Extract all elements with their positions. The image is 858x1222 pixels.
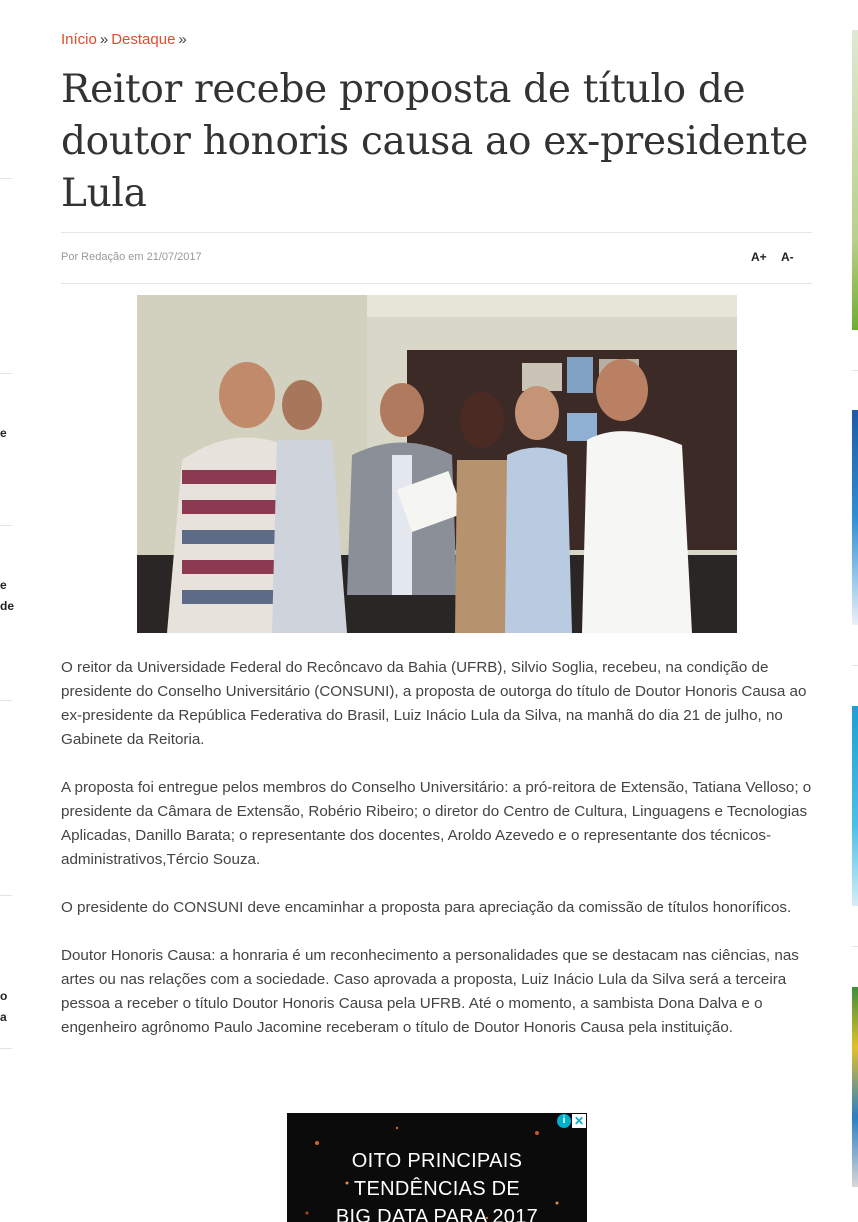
breadcrumb-home-link[interactable]: Início — [61, 31, 97, 48]
sidebar-thumbnail[interactable] — [852, 30, 858, 330]
article-paragraph: Doutor Honoris Causa: a honraria é um reconhecimento a personalidades que se destacam nas ciências, nas artes ou nas relações com a sociedade. Caso aprovada a proposta, Luiz Inácio Lula da Silva será a terceira pessoa a receber o título Doutor Honoris Causa pela UFRB. Até o momento, a sambista Dona Dalva e o engenheiro agrônomo Paulo Jacomine receberam o título de Doutor Honoris Causa pela instituição. — [61, 947, 799, 1036]
ad-headline-line: TENDÊNCIAS DE — [353, 1178, 521, 1200]
font-decrease-button[interactable]: A- — [781, 250, 794, 264]
right-sidebar — [852, 0, 858, 1222]
breadcrumb-separator: » — [99, 31, 109, 48]
ad-close-icon[interactable]: ✕ — [573, 1114, 585, 1128]
sidebar-divider — [0, 373, 12, 374]
sidebar-thumbnail[interactable] — [852, 987, 858, 1187]
article-body — [61, 656, 812, 1064]
article-paragraph: A proposta foi entregue pelos membros do Conselho Universitário: a pró-reitora de Extensão, Tatiana Velloso; o presidente da Câmara de Extensão, Robério Ribeiro; o diretor do Centro de Cultura, Linguagens e Tecnologias Aplicadas, Danillo Barata; o representante dos docentes, Aroldo Azevedo e o representante dos técnicos-administrativos,Tércio Souza. — [61, 779, 812, 868]
sidebar-divider — [0, 1048, 12, 1049]
article-title: Reitor recebe proposta de título de doutor honoris causa ao ex-presidente Lula — [61, 67, 809, 216]
breadcrumb — [61, 28, 812, 52]
article-photo — [137, 295, 737, 633]
sidebar-divider — [0, 895, 12, 896]
sidebar-divider — [0, 178, 12, 179]
sidebar-divider — [852, 665, 858, 666]
sidebar-divider — [852, 946, 858, 947]
advertisement[interactable] — [287, 1113, 587, 1222]
sidebar-text-fragment[interactable]: a — [0, 1010, 7, 1024]
article-byline: Por Redação em 21/07/2017 — [61, 251, 202, 263]
sidebar-thumbnail[interactable] — [852, 706, 858, 906]
sidebar-thumbnail[interactable] — [852, 410, 858, 625]
article — [61, 28, 812, 1222]
article-paragraph: O presidente do CONSUNI deve encaminhar a proposta para apreciação da comissão de títulos honoríficos. — [61, 899, 792, 916]
sidebar-divider — [0, 700, 12, 701]
article-meta-bar — [61, 232, 812, 284]
sidebar-text-fragment[interactable]: de — [0, 599, 14, 613]
font-increase-button[interactable]: A+ — [751, 250, 767, 264]
ad-headline — [287, 1147, 587, 1222]
article-photo-illustration — [137, 295, 737, 633]
breadcrumb-separator: » — [178, 31, 187, 48]
ad-headline-line: OITO PRINCIPAIS — [351, 1150, 523, 1172]
sidebar-text-fragment[interactable]: e — [0, 426, 7, 440]
sidebar-divider — [852, 370, 858, 371]
ad-headline-line: BIG DATA PARA 2017 — [335, 1206, 539, 1222]
left-sidebar — [0, 0, 14, 1222]
article-paragraph: O reitor da Universidade Federal do Recôncavo da Bahia (UFRB), Silvio Soglia, recebeu, na condição de presidente do Conselho Universitário (CONSUNI), a proposta de outorga do título de Doutor Honoris Causa ao ex-presidente da República Federativa do Brasil, Luiz Inácio Lula da Silva, na manhã do dia 21 de julho, no Gabinete da Reitoria. — [61, 659, 807, 748]
sidebar-text-fragment[interactable]: e — [0, 578, 7, 592]
ad-info-icon[interactable]: i — [557, 1114, 571, 1128]
sidebar-text-fragment[interactable]: o — [0, 989, 8, 1003]
breadcrumb-category-link[interactable]: Destaque — [111, 31, 176, 48]
sidebar-divider — [0, 525, 12, 526]
